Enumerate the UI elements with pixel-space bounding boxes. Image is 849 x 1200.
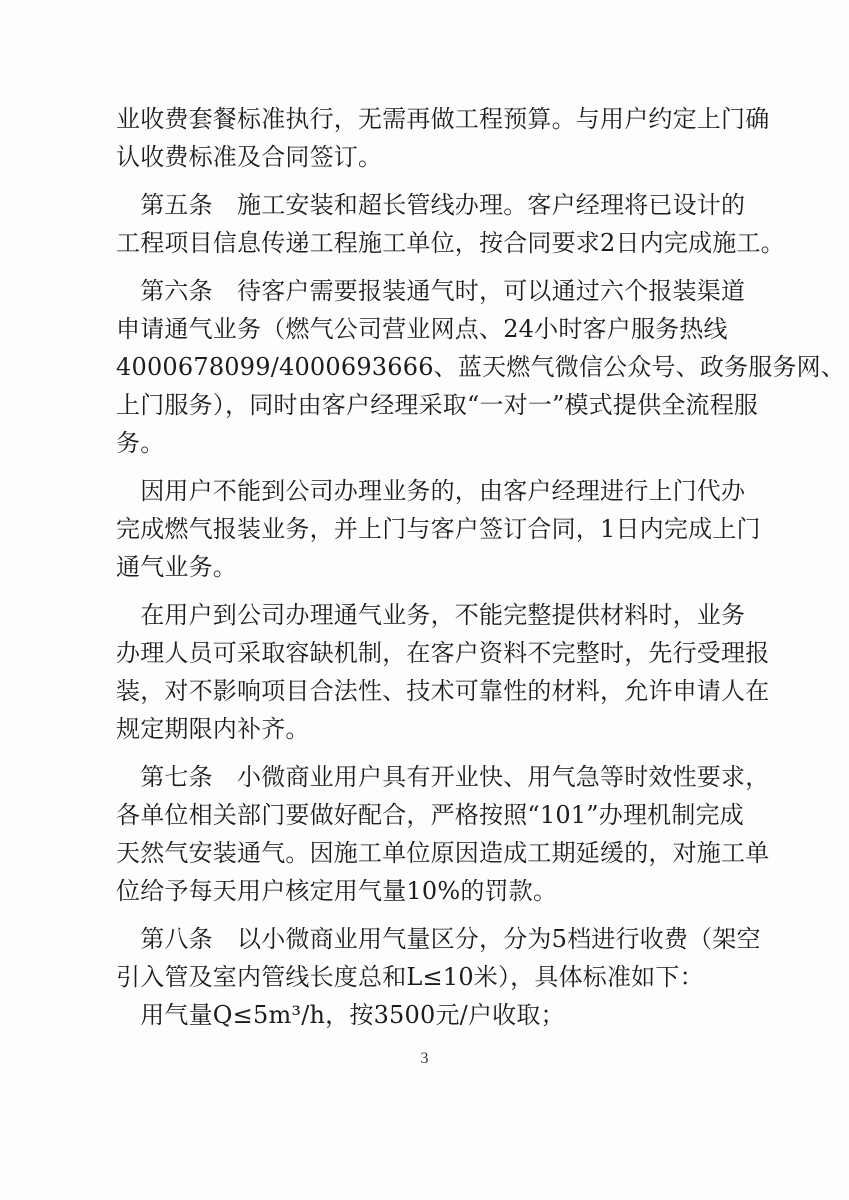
text-line: 天然气安装通气。因施工单位原因造成工期延缓的，对施工单 [116,839,770,867]
article-6-line: 第六条 待客户需要报装通气时，可以通过六个报装渠道 [116,277,746,305]
text-line: 规定期限内补齐。 [116,715,310,743]
text-line: 用气量Q≤5m³/h，按3500元/户收取； [116,1001,565,1029]
text-line: 工程项目信息传递工程施工单位，按合同要求2日内完成施工。 [116,229,785,257]
text-line: 4000678099/4000693666、蓝天燃气微信公众号、政务服务网、 [116,353,846,381]
text-line: 位给予每天用户核定用气量10%的罚款。 [116,877,558,905]
text-line: 装，对不影响项目合法性、技术可靠性的材料，允许申请人在 [116,677,770,705]
text-line: 办理人员可采取容缺机制，在客户资料不完整时，先行受理报 [116,639,770,667]
text-line: 引入管及室内管线长度总和L≤10米），具体标准如下： [116,963,704,991]
text-line: 通气业务。 [116,553,237,581]
text-line: 因用户不能到公司办理业务的，由客户经理进行上门代办 [116,477,746,505]
body-text [116,100,846,1034]
page-number: 3 [420,1050,429,1067]
article-5-line: 第五条 施工安装和超长管线办理。客户经理将已设计的 [116,191,746,219]
text-line: 申请通气业务（燃气公司营业网点、24小时客户服务热线 [116,315,728,343]
text-line: 务。 [116,429,165,457]
text-line: 完成燃气报装业务，并上门与客户签订合同，1日内完成上门 [116,515,761,543]
text-line: 上门服务），同时由客户经理采取“一对一”模式提供全流程服 [116,391,759,419]
text-line: 在用户到公司办理通气业务，不能完整提供材料时，业务 [116,601,746,629]
text-line: 各单位相关部门要做好配合，严格按照“101”办理机制完成 [116,801,744,829]
text-line: 认收费标准及合同签订。 [116,143,383,171]
article-8-line: 第八条 以小微商业用气量区分，分为5档进行收费（架空 [116,925,761,953]
article-7-line: 第七条 小微商业用户具有开业快、用气急等时效性要求， [116,763,770,791]
text-line: 业收费套餐标准执行，无需再做工程预算。与用户约定上门确 [116,105,770,133]
